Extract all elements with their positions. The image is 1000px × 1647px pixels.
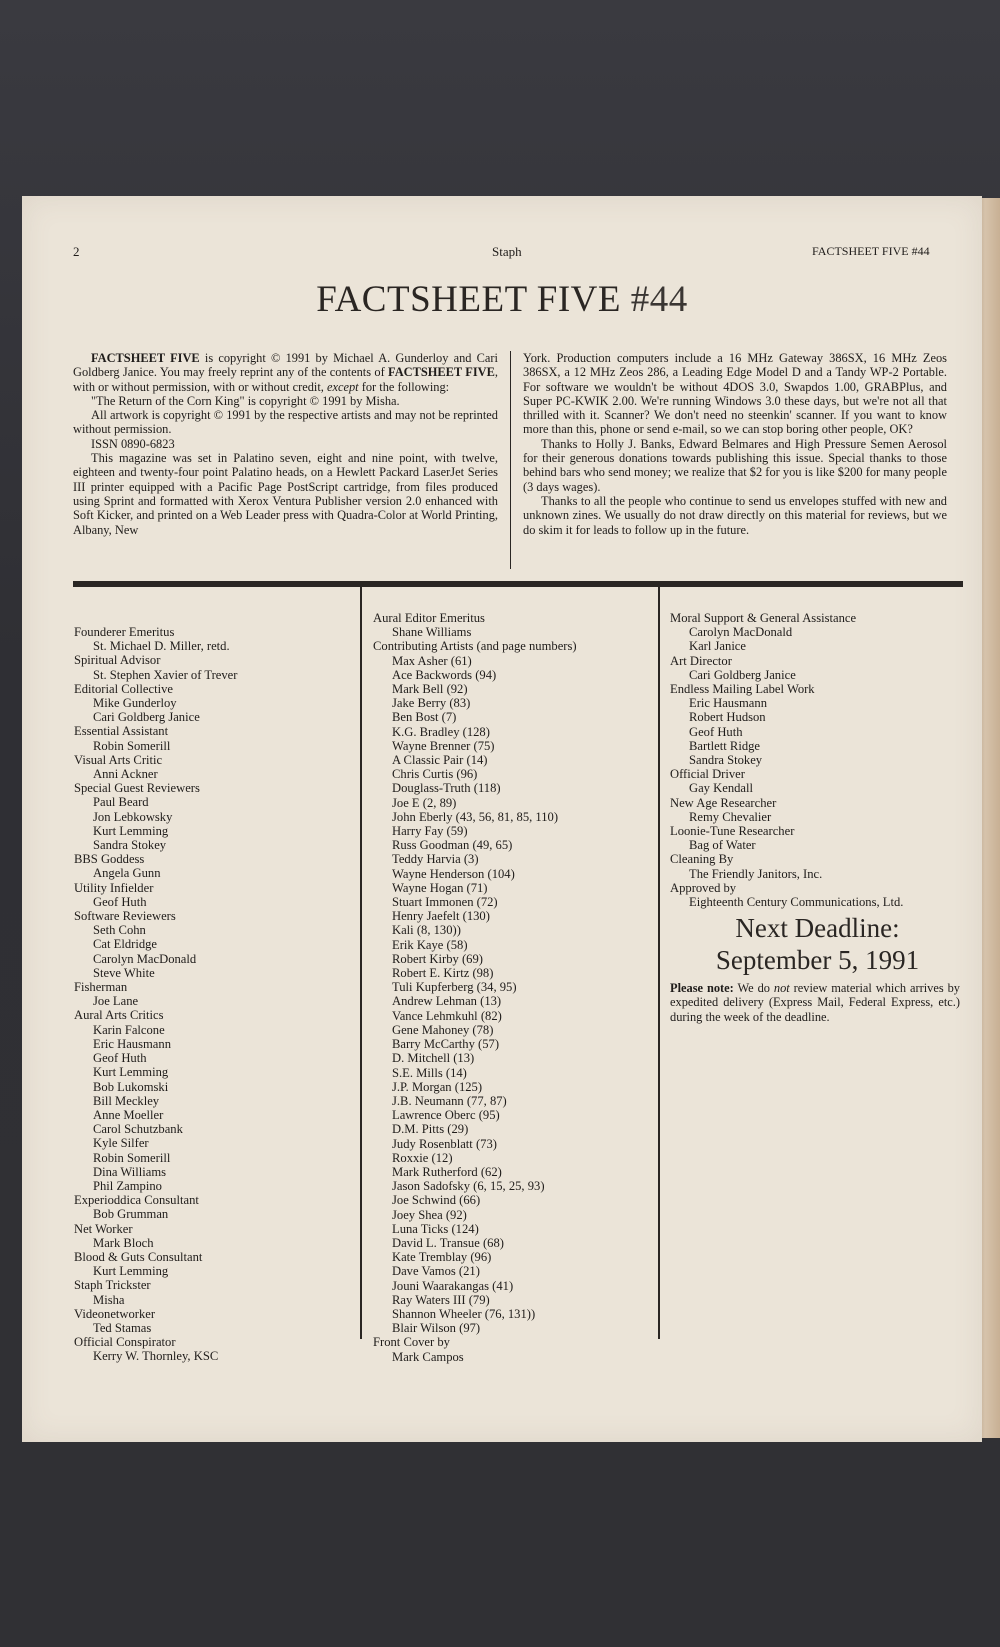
masthead-name: Russ Goodman (49, 65) (392, 838, 513, 853)
masthead-role: Cleaning By (670, 852, 734, 867)
masthead-role: Aural Arts Critics (74, 1008, 164, 1023)
masthead-role: Blood & Guts Consultant (74, 1249, 203, 1264)
masthead-name: Eric Hausmann (93, 1036, 171, 1051)
masthead-name: Robert E. Kirtz (98) (392, 966, 494, 981)
masthead-name: Lawrence Oberc (95) (392, 1108, 500, 1123)
title-main: FACTSHEET FIVE (316, 279, 621, 320)
masthead-name: Harry Fay (59) (392, 824, 468, 839)
donations-paragraph: Thanks to Holly J. Banks, Edward Belmares and High Pressure Semen Aerosol for their generous donations towards publishing this issue. Special thanks to those behind bars who send money; we realize that $2 for you is like $200 for many people (3 days wages). (523, 436, 947, 494)
masthead-name: Robin Somerill (93, 738, 171, 753)
masthead-name: Judy Rosenblatt (73) (392, 1136, 497, 1151)
masthead-name: Ben Bost (7) (392, 710, 457, 725)
masthead-name: Geof Huth (93, 894, 147, 909)
masthead-name: Ted Stamas (93, 1320, 152, 1335)
masthead-role: Aural Editor Emeritus (373, 611, 485, 625)
masthead-name: Jouni Waarakangas (41) (392, 1278, 514, 1293)
masthead-name: Sandra Stokey (689, 753, 763, 768)
masthead-name: Vance Lehmkuhl (82) (392, 1008, 502, 1023)
masthead-name: Wayne Hogan (71) (392, 880, 488, 895)
masthead-name: Joe Schwind (66) (392, 1193, 481, 1208)
masthead-name: Steve White (93, 965, 155, 980)
masthead-role: Spiritual Advisor (74, 653, 161, 668)
deadline-heading: Next Deadline: (735, 913, 900, 943)
page-number: 2 (73, 244, 80, 259)
masthead-name: Sandra Stokey (93, 838, 167, 853)
page-title (22, 278, 982, 321)
masthead-name: Robert Kirby (69) (392, 951, 483, 966)
masthead-name: Seth Cohn (93, 923, 146, 938)
deadline-date: September 5, 1991 (715, 945, 920, 975)
deadline-note: Please note: We do not review material which arrives by expedited delivery (Express Mail, Federal Express, etc.) during the week of the deadline. (670, 981, 960, 1024)
masthead-role: Contributing Artists (and page numbers) (373, 639, 577, 654)
masthead-name: Jake Berry (83) (392, 696, 471, 711)
masthead-name: Max Asher (61) (392, 653, 472, 668)
masthead-name: Angela Gunn (93, 866, 161, 881)
masthead-name: Robin Somerill (93, 1150, 171, 1165)
masthead-name: Cat Eldridge (93, 937, 158, 952)
masthead-name: Phil Zampino (93, 1178, 162, 1193)
masthead-name: Carolyn MacDonald (689, 625, 793, 640)
masthead-name: Teddy Harvia (3) (392, 852, 479, 867)
masthead-role: Special Guest Reviewers (74, 781, 200, 796)
masthead-role: Founderer Emeritus (74, 625, 175, 639)
column-divider-2 (658, 584, 660, 1339)
masthead-name: Paul Beard (93, 795, 149, 810)
copyright-paragraph: FACTSHEET FIVE is copyright © 1991 by Michael A. Gunderloy and Cari Goldberg Janice. You may freely reprint any of the contents of FACTSHEET FIVE, with or without permission, with or without credit, except for the following: (73, 351, 499, 394)
section-divider (73, 581, 963, 587)
column-divider-1 (360, 584, 362, 1339)
masthead-name: Geof Huth (93, 1051, 147, 1066)
masthead-column-2 (373, 611, 653, 1364)
magazine-page (22, 196, 982, 1442)
masthead-role: Approved by (670, 880, 737, 895)
masthead-role: Net Worker (74, 1221, 133, 1236)
masthead-name: Joe Lane (93, 994, 139, 1009)
masthead-name: Chris Curtis (96) (392, 767, 478, 782)
masthead-name: D.M. Pitts (29) (392, 1122, 469, 1137)
masthead-name: Ace Backwords (94) (392, 667, 497, 682)
masthead-name: S.E. Mills (14) (392, 1065, 467, 1080)
title-issue: #44 (630, 279, 688, 320)
masthead-name: Kurt Lemming (93, 823, 169, 838)
masthead-name: Mark Bloch (93, 1235, 154, 1250)
masthead-role: Editorial Collective (74, 681, 173, 696)
corn-king-paragraph: "The Return of the Corn King" is copyright © 1991 by Misha. (91, 393, 400, 408)
masthead-name: Carol Schutzbank (93, 1122, 183, 1137)
masthead-name: Dina Williams (93, 1164, 167, 1179)
masthead-role: Front Cover by (373, 1335, 450, 1350)
masthead-role: Moral Support & General Assistance (670, 611, 857, 625)
masthead-name: Henry Jaefelt (130) (392, 909, 490, 924)
masthead-name: Douglass-Truth (118) (392, 781, 501, 796)
masthead-role: Utility Infielder (74, 880, 154, 895)
masthead-role: Official Conspirator (74, 1335, 176, 1350)
masthead-name: Gay Kendall (689, 781, 753, 796)
masthead-name: Barry McCarthy (57) (392, 1037, 500, 1052)
masthead-name: Joey Shea (92) (392, 1207, 467, 1222)
masthead-name: Wayne Brenner (75) (392, 738, 495, 753)
masthead-name: St. Michael D. Miller, retd. (93, 639, 230, 654)
masthead-name: Robert Hudson (689, 710, 766, 725)
masthead-name: Erik Kaye (58) (392, 937, 468, 952)
masthead-name: Anne Moeller (93, 1107, 164, 1122)
masthead-name: Shannon Wheeler (76, 131)) (392, 1306, 536, 1321)
typesetting-paragraph: This magazine was set in Palatino seven, eight and nine point, with twelve, eighteen and twenty-four point Palatino heads, on a Hewlett Packard LaserJet Series III printer equipped with a Pacific Page PostScript cartridge, from files produced using Sprint and formatted with Xerox Ventura Publisher version 2.0 enhanced with Soft Kicker, and printed on a Web Leader press with Quadra-Color at World Printing, Albany, New (73, 451, 498, 537)
masthead-name: Mark Campos (392, 1349, 464, 1364)
masthead-name: Shane Williams (392, 625, 472, 640)
masthead-name: Stuart Immonen (72) (392, 895, 498, 910)
masthead-name: Cari Goldberg Janice (689, 667, 796, 682)
masthead-name: Remy Chevalier (689, 809, 772, 824)
masthead-name: Kerry W. Thornley, KSC (93, 1349, 219, 1364)
running-title: FACTSHEET FIVE #44 (812, 244, 930, 258)
masthead-role: Endless Mailing Label Work (670, 682, 815, 697)
masthead-role: New Age Researcher (670, 795, 777, 810)
masthead-name: Anni Ackner (93, 767, 158, 782)
masthead-role: Loonie-Tune Researcher (670, 824, 795, 839)
masthead-name: Bob Grumman (93, 1207, 169, 1222)
masthead-role: Experioddica Consultant (74, 1193, 199, 1208)
masthead-name: J.B. Neumann (77, 87) (392, 1093, 507, 1108)
masthead-name: Kurt Lemming (93, 1065, 169, 1080)
masthead-name: A Classic Pair (14) (392, 753, 488, 768)
masthead-name: Mark Rutherford (62) (392, 1164, 502, 1179)
masthead-name: Tuli Kupferberg (34, 95) (392, 980, 517, 995)
masthead-name: Cari Goldberg Janice (93, 710, 200, 725)
intro-divider (510, 351, 511, 569)
section-name: Staph (492, 244, 522, 259)
masthead-name: Wayne Henderson (104) (392, 866, 515, 881)
masthead-name: Kate Tremblay (96) (392, 1250, 492, 1265)
masthead-name: Luna Ticks (124) (392, 1221, 479, 1236)
masthead-column-1 (74, 625, 354, 1364)
masthead-role: Visual Arts Critic (74, 752, 163, 767)
masthead-name: Blair Wilson (97) (392, 1321, 481, 1336)
masthead-name: Bill Meckley (93, 1093, 160, 1108)
zines-thanks-paragraph: Thanks to all the people who continue to send us envelopes stuffed with new and unknown zines. We usually do not draw directly on this material for reviews, but we do skim it for leads to follow up in the future. (523, 493, 947, 537)
masthead-name: David L. Transue (68) (392, 1235, 504, 1250)
masthead-role: Staph Trickster (74, 1278, 151, 1293)
masthead-role: Essential Assistant (74, 724, 169, 739)
intro-right-column (523, 351, 947, 537)
masthead-name: J.P. Morgan (125) (392, 1079, 483, 1094)
masthead-name: Jon Lebkowsky (93, 809, 173, 824)
masthead-name: Roxxie (12) (392, 1150, 453, 1165)
masthead-name: Kali (8, 130)) (392, 923, 461, 938)
masthead-name: Dave Vamos (21) (392, 1264, 480, 1279)
masthead-name: John Eberly (43, 56, 81, 85, 110) (392, 809, 559, 824)
issn-paragraph: ISSN 0890-6823 (91, 436, 175, 451)
next-deadline (670, 912, 965, 976)
masthead-name: Mark Bell (92) (392, 682, 468, 697)
masthead-role: Official Driver (670, 767, 745, 782)
masthead-role: Art Director (670, 653, 732, 668)
masthead-name: Bartlett Ridge (689, 738, 760, 753)
masthead-role: BBS Goddess (74, 852, 145, 867)
masthead-name: Ray Waters III (79) (392, 1292, 490, 1307)
masthead-role: Fisherman (74, 980, 128, 995)
masthead-name: St. Stephen Xavier of Trever (93, 667, 238, 682)
masthead-role: Videonetworker (74, 1306, 156, 1321)
masthead-name: Joe E (2, 89) (392, 795, 457, 810)
masthead-name: The Friendly Janitors, Inc. (689, 866, 823, 881)
masthead-name: Kurt Lemming (93, 1264, 169, 1279)
masthead-role: Software Reviewers (74, 909, 176, 924)
masthead-name: Karl Janice (689, 639, 746, 654)
masthead-name: Eric Hausmann (689, 696, 767, 711)
masthead-name: Jason Sadofsky (6, 15, 25, 93) (392, 1179, 545, 1194)
masthead-name: Carolyn MacDonald (93, 951, 197, 966)
computers-paragraph: York. Production computers include a 16 MHz Gateway 386SX, 16 MHz Zeos 386SX, a 12 MHz Zeos 286, a Leading Edge Model D and a Tandy WP-2 Portable. For software we wouldn't be without 4DOS 3.0, Swapdos 1.00, GRABPlus, and Super PC-KWIK 2.00. We're running Windows 3.0 these days, but we're not all that thrilled with it. Scanner? We don't need no steenkin' scanner. If you want to know more than this, phone or send e-mail, so we can stop boring other people, OK? (523, 351, 947, 437)
masthead-name: Karin Falcone (93, 1022, 165, 1037)
masthead-name: Andrew Lehman (13) (392, 994, 502, 1009)
masthead-name: Kyle Silfer (93, 1136, 149, 1151)
masthead-name: D. Mitchell (13) (392, 1051, 475, 1066)
artwork-paragraph: All artwork is copyright © 1991 by the respective artists and may not be reprinted without permission. (73, 408, 498, 437)
masthead-name: Geof Huth (689, 724, 743, 739)
masthead-name: Eighteenth Century Communications, Ltd. (689, 895, 904, 910)
masthead-name: K.G. Bradley (128) (392, 724, 490, 739)
intro-left-column (73, 351, 498, 537)
masthead-name: Misha (93, 1292, 125, 1307)
masthead-column-3 (670, 611, 965, 909)
masthead-name: Bag of Water (689, 838, 756, 853)
masthead-name: Mike Gunderloy (93, 696, 177, 711)
masthead-name: Bob Lukomski (93, 1079, 169, 1094)
masthead-name: Gene Mahoney (78) (392, 1022, 494, 1037)
